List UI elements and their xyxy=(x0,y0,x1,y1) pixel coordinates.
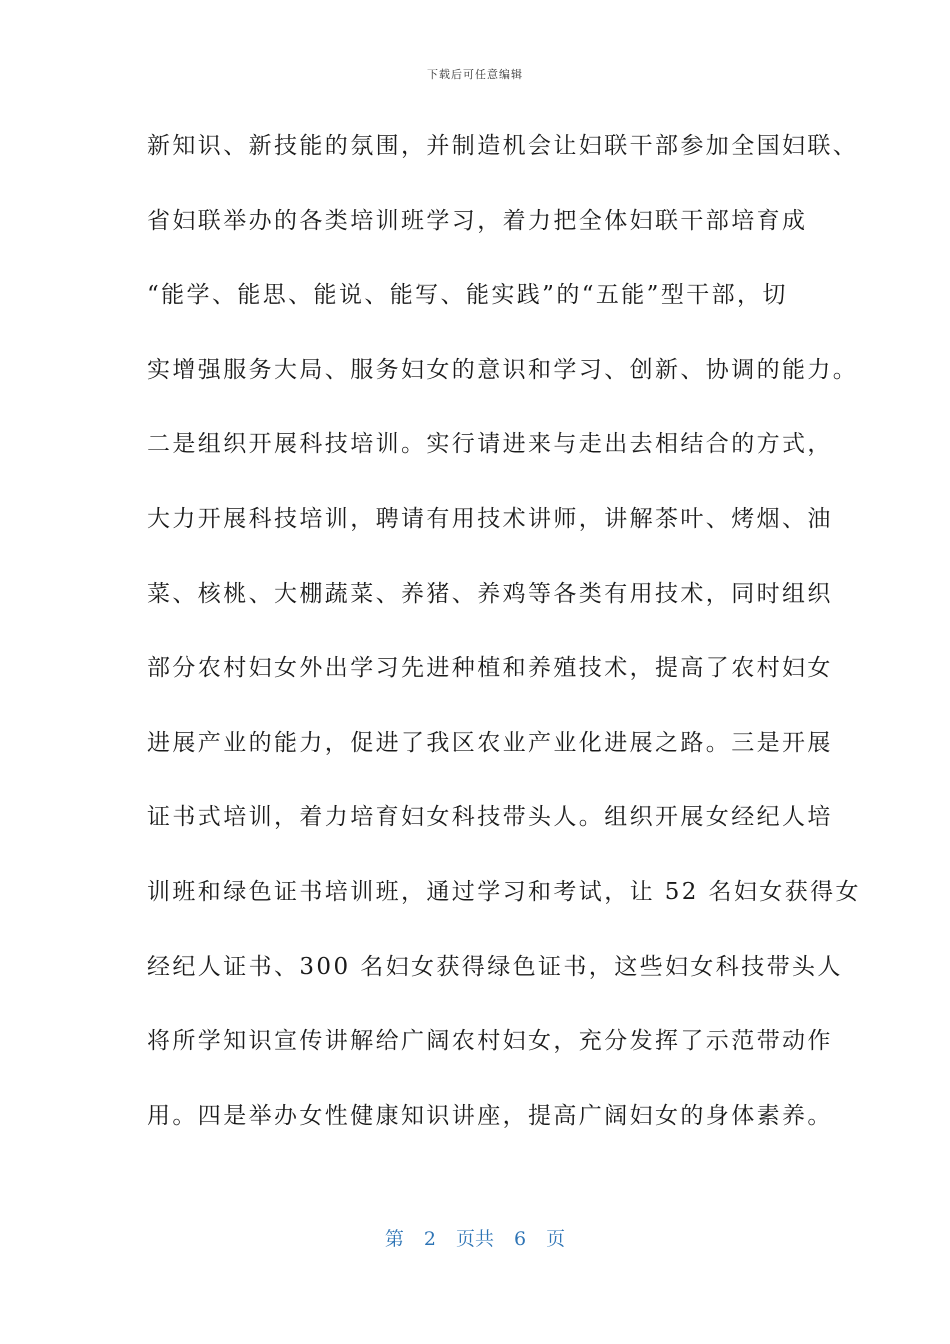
body-text xyxy=(147,126,861,1170)
text-line: 证书式培训，着力培育妇女科技带头人。组织开展女经纪人培 xyxy=(147,804,833,831)
text-line: 省妇联举办的各类培训班学习，着力把全体妇联干部培育成 xyxy=(147,207,808,234)
text-line: 菜、核桃、大棚蔬菜、养猪、养鸡等各类有用技术，同时组织 xyxy=(147,580,833,607)
text-line: 训班和绿色证书培训班，通过学习和考试，让 52 名妇女获得女 xyxy=(147,878,861,905)
text-line: 二是组织开展科技培训。实行请进来与走出去相结合的方式， xyxy=(147,431,833,458)
text-line: 实增强服务大局、服务妇女的意识和学习、创新、协调的能力。 xyxy=(147,356,859,383)
text-line: 进展产业的能力，促进了我区农业产业化进展之路。三是开展 xyxy=(147,729,833,756)
footer-ye: 页 xyxy=(546,1228,566,1250)
footer-total-pages: 6 xyxy=(514,1228,527,1250)
text-line: “能学、能思、能说、能写、能实践”的“五能”型干部，切 xyxy=(147,282,788,309)
footer-di: 第 xyxy=(384,1228,404,1250)
text-line: 部分农村妇女外出学习先进种植和养殖技术，提高了农村妇女 xyxy=(147,655,833,682)
text-line: 大力开展科技培训，聘请有用技术讲师，讲解茶叶、烤烟、油 xyxy=(147,505,833,532)
text-line: 将所学知识宣传讲解给广阔农村妇女，充分发挥了示范带动作 xyxy=(147,1028,833,1055)
header-note: 下载后可任意编辑 xyxy=(427,68,523,81)
footer-page-number: 2 xyxy=(423,1228,436,1250)
text-line: 新知识、新技能的氛围，并制造机会让妇联干部参加全国妇联、 xyxy=(147,133,859,159)
text-line: 经纪人证书、300 名妇女获得绿色证书，这些妇女科技带头人 xyxy=(147,953,843,980)
footer-ye-gong: 页共 xyxy=(455,1228,494,1250)
page-footer xyxy=(0,1224,950,1251)
text-line: 用。四是举办女性健康知识讲座，提高广阔妇女的身体素养。 xyxy=(147,1102,833,1129)
